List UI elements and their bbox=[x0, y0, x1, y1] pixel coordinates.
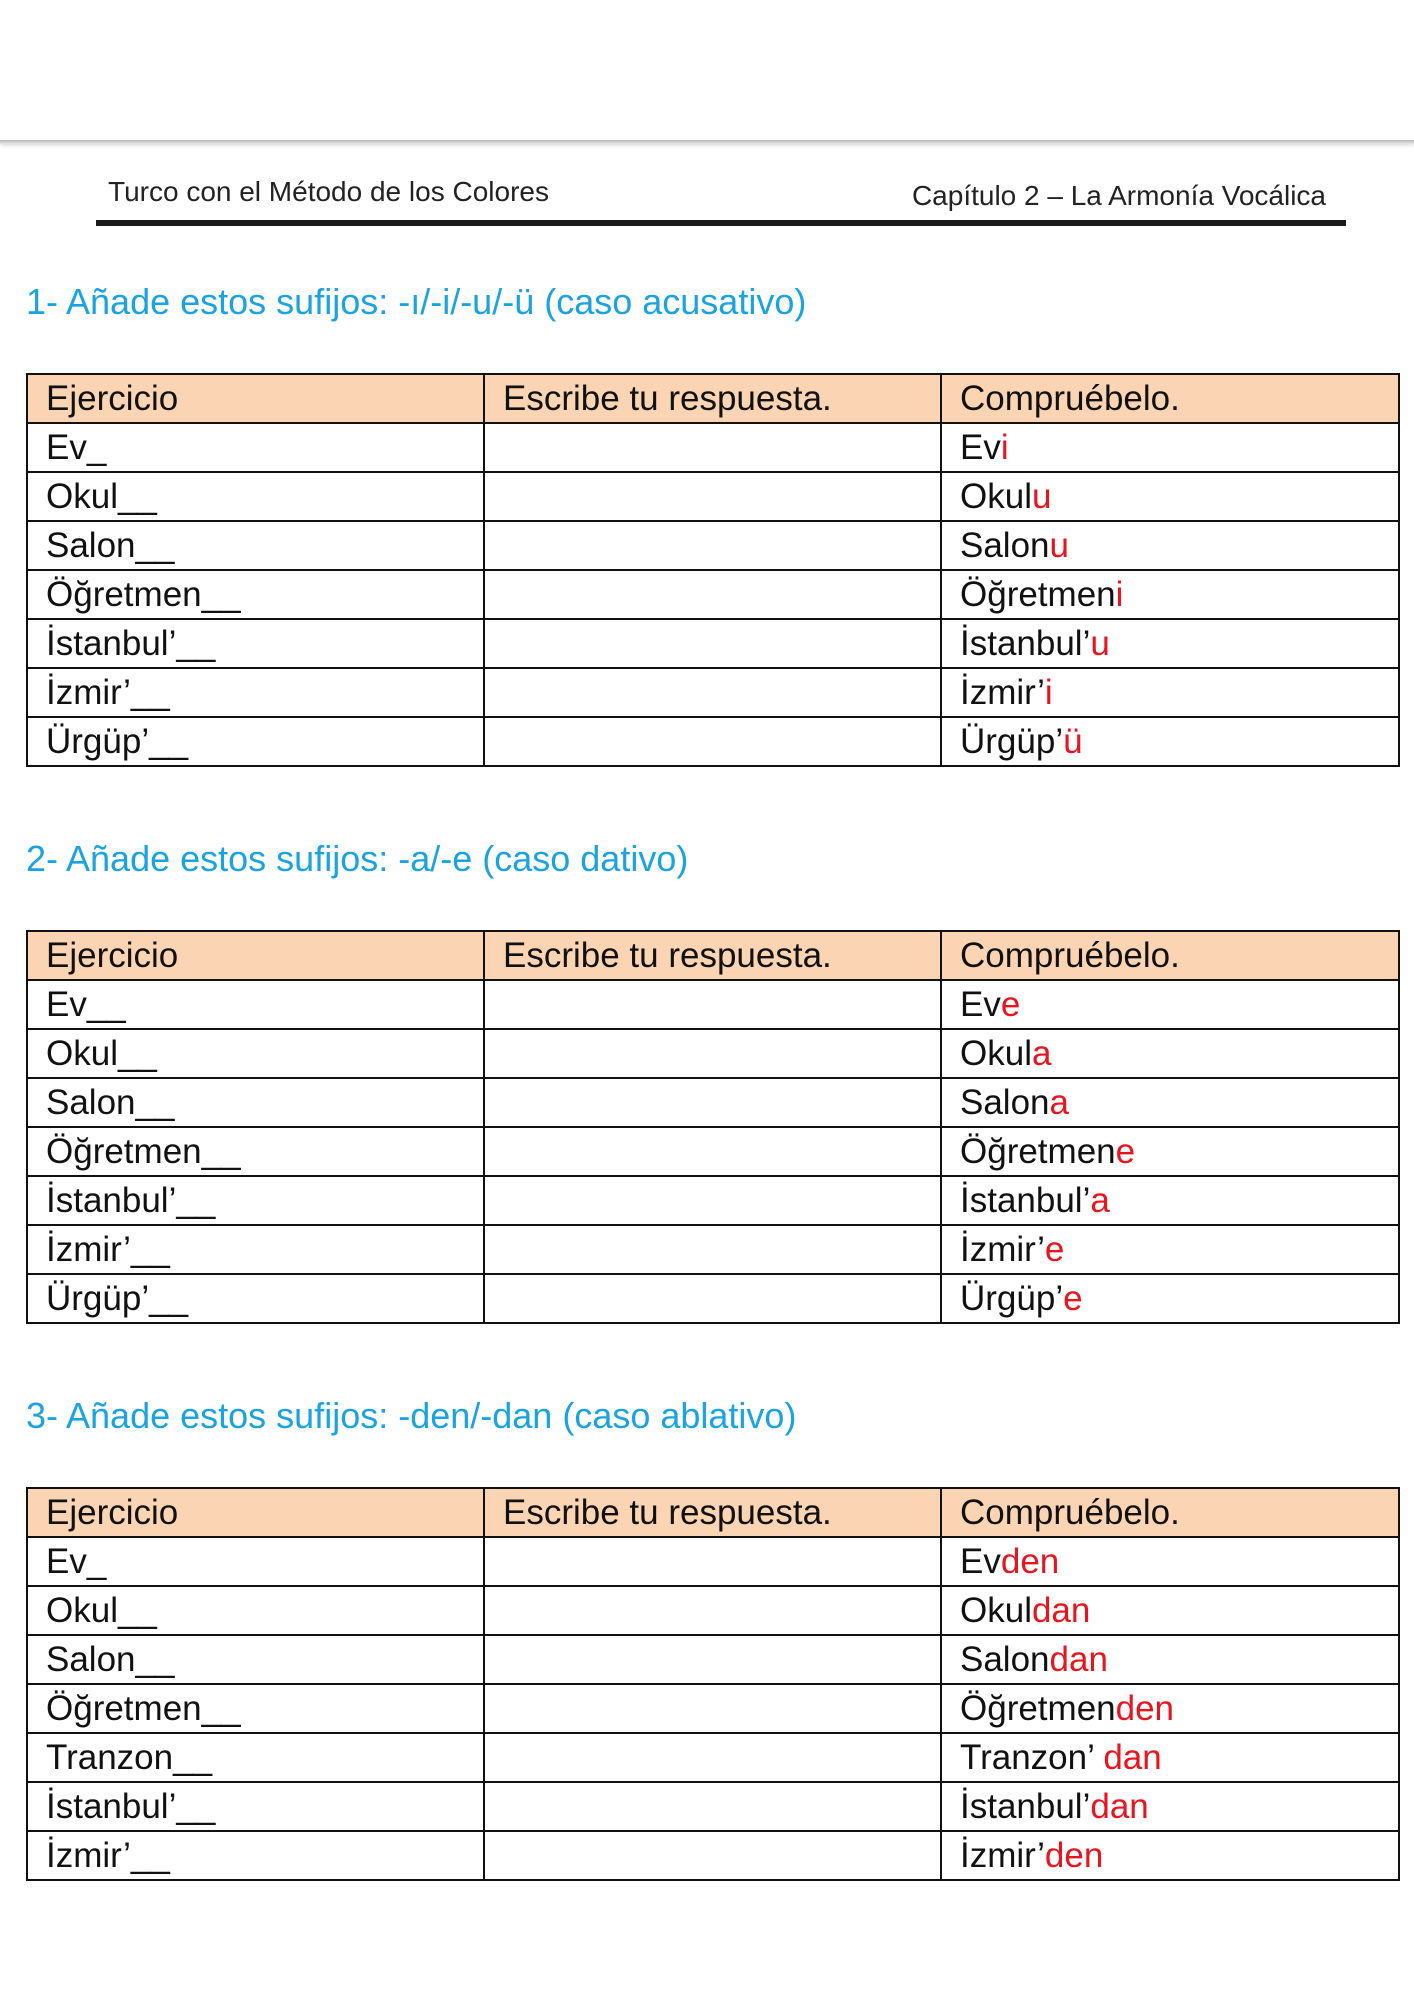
answer-cell[interactable] bbox=[484, 1586, 941, 1635]
exercise-cell: Ev_ bbox=[27, 1537, 484, 1586]
check-suffix: i bbox=[1044, 672, 1053, 712]
exercise-cell: İzmir’__ bbox=[27, 1225, 484, 1274]
exercise-cell: Öğretmen__ bbox=[27, 570, 484, 619]
check-cell bbox=[941, 1635, 1399, 1684]
check-cell bbox=[941, 472, 1399, 521]
exercise-cell: Ev_ bbox=[27, 423, 484, 472]
answer-cell[interactable] bbox=[484, 521, 941, 570]
table-row bbox=[27, 1225, 1399, 1274]
exercise-table-1 bbox=[26, 373, 1400, 767]
table-row bbox=[27, 1537, 1399, 1586]
check-base: Ev bbox=[960, 984, 1001, 1024]
answer-cell[interactable] bbox=[484, 1537, 941, 1586]
answer-cell[interactable] bbox=[484, 570, 941, 619]
table-row bbox=[27, 1684, 1399, 1733]
check-cell bbox=[941, 1078, 1399, 1127]
exercise-cell: Ürgüp’__ bbox=[27, 1274, 484, 1323]
table-row bbox=[27, 1029, 1399, 1078]
check-base: Öğretmen bbox=[960, 574, 1116, 614]
exercise-cell: Ev__ bbox=[27, 980, 484, 1029]
check-cell bbox=[941, 1274, 1399, 1323]
answer-cell[interactable] bbox=[484, 1225, 941, 1274]
column-header-exercise: Ejercicio bbox=[27, 374, 484, 423]
check-cell bbox=[941, 1831, 1399, 1880]
table-row bbox=[27, 619, 1399, 668]
answer-cell[interactable] bbox=[484, 980, 941, 1029]
table-header-row bbox=[27, 931, 1399, 980]
check-cell bbox=[941, 1029, 1399, 1078]
table-row bbox=[27, 717, 1399, 766]
section-3-title: 3- Añade estos sufijos: -den/-dan (caso ablativo) bbox=[26, 1395, 797, 1436]
check-suffix: e bbox=[1063, 1278, 1083, 1318]
answer-cell[interactable] bbox=[484, 1684, 941, 1733]
exercise-cell: İstanbul’__ bbox=[27, 619, 484, 668]
check-base: İzmir’ bbox=[960, 1835, 1045, 1875]
check-cell bbox=[941, 668, 1399, 717]
exercise-cell: İzmir’__ bbox=[27, 668, 484, 717]
check-cell bbox=[941, 423, 1399, 472]
table-row bbox=[27, 980, 1399, 1029]
exercise-cell: Salon__ bbox=[27, 521, 484, 570]
check-cell bbox=[941, 1225, 1399, 1274]
answer-cell[interactable] bbox=[484, 1078, 941, 1127]
check-base: Salon bbox=[960, 525, 1050, 565]
table-row bbox=[27, 1078, 1399, 1127]
answer-cell[interactable] bbox=[484, 1127, 941, 1176]
table-row bbox=[27, 423, 1399, 472]
book-title: Turco con el Método de los Colores bbox=[108, 176, 549, 207]
check-suffix: u bbox=[1090, 623, 1110, 663]
top-band bbox=[0, 0, 1414, 140]
answer-cell[interactable] bbox=[484, 1274, 941, 1323]
check-base: İzmir’ bbox=[960, 1229, 1045, 1269]
column-header-exercise: Ejercicio bbox=[27, 1488, 484, 1537]
answer-cell[interactable] bbox=[484, 717, 941, 766]
check-base: Öğretmen bbox=[960, 1688, 1116, 1728]
exercise-cell: Okul__ bbox=[27, 472, 484, 521]
check-suffix: dan bbox=[1090, 1786, 1149, 1826]
check-cell bbox=[941, 1537, 1399, 1586]
exercise-cell: Ürgüp’__ bbox=[27, 717, 484, 766]
check-cell bbox=[941, 1127, 1399, 1176]
check-suffix: e bbox=[1115, 1131, 1136, 1171]
check-cell bbox=[941, 1684, 1399, 1733]
check-suffix: den bbox=[1044, 1835, 1104, 1875]
check-base: Okul bbox=[960, 1590, 1032, 1630]
answer-cell[interactable] bbox=[484, 1831, 941, 1880]
table-row bbox=[27, 668, 1399, 717]
answer-cell[interactable] bbox=[484, 1635, 941, 1684]
check-suffix: i bbox=[1115, 574, 1124, 614]
answer-cell[interactable] bbox=[484, 472, 941, 521]
check-suffix: dan bbox=[1103, 1737, 1162, 1777]
check-cell bbox=[941, 1733, 1399, 1782]
exercise-table-3 bbox=[26, 1487, 1400, 1881]
check-base: Ürgüp’ bbox=[960, 721, 1064, 761]
page-header bbox=[96, 170, 1346, 220]
check-cell bbox=[941, 980, 1399, 1029]
column-header-check: Compruébelo. bbox=[941, 931, 1399, 980]
check-cell bbox=[941, 619, 1399, 668]
section-1-title: 1- Añade estos sufijos: -ı/-i/-u/-ü (caso acusativo) bbox=[26, 281, 807, 322]
check-suffix: a bbox=[1049, 1082, 1069, 1122]
exercise-cell: Tranzon__ bbox=[27, 1733, 484, 1782]
answer-cell[interactable] bbox=[484, 668, 941, 717]
exercise-cell: İzmir’__ bbox=[27, 1831, 484, 1880]
exercise-cell: Okul__ bbox=[27, 1586, 484, 1635]
check-cell bbox=[941, 1782, 1399, 1831]
column-header-answer: Escribe tu respuesta. bbox=[484, 374, 941, 423]
check-suffix: e bbox=[1000, 984, 1021, 1024]
check-base: İstanbul’ bbox=[960, 1786, 1091, 1826]
answer-cell[interactable] bbox=[484, 1782, 941, 1831]
check-base: İstanbul’ bbox=[960, 623, 1091, 663]
column-header-exercise: Ejercicio bbox=[27, 931, 484, 980]
check-suffix: ü bbox=[1063, 721, 1083, 761]
check-base: Tranzon’ bbox=[960, 1737, 1104, 1777]
answer-cell[interactable] bbox=[484, 619, 941, 668]
check-base: Öğretmen bbox=[960, 1131, 1116, 1171]
table-row bbox=[27, 1176, 1399, 1225]
table-row bbox=[27, 472, 1399, 521]
table-row bbox=[27, 1274, 1399, 1323]
table-row bbox=[27, 570, 1399, 619]
exercise-cell: Salon__ bbox=[27, 1635, 484, 1684]
check-suffix: u bbox=[1031, 476, 1052, 516]
check-suffix: dan bbox=[1049, 1639, 1108, 1679]
exercise-table-2 bbox=[26, 930, 1400, 1324]
exercise-cell: İstanbul’__ bbox=[27, 1176, 484, 1225]
answer-cell[interactable] bbox=[484, 1733, 941, 1782]
check-suffix: den bbox=[1000, 1541, 1060, 1581]
answer-cell[interactable] bbox=[484, 423, 941, 472]
table-row bbox=[27, 1733, 1399, 1782]
column-header-answer: Escribe tu respuesta. bbox=[484, 1488, 941, 1537]
check-cell bbox=[941, 521, 1399, 570]
table-row bbox=[27, 1635, 1399, 1684]
check-base: Ev bbox=[960, 1541, 1001, 1581]
check-base: Salon bbox=[960, 1082, 1050, 1122]
table-row bbox=[27, 1831, 1399, 1880]
column-header-check: Compruébelo. bbox=[941, 374, 1399, 423]
check-base: Okul bbox=[960, 476, 1032, 516]
check-suffix: u bbox=[1049, 525, 1069, 565]
exercise-cell: Salon__ bbox=[27, 1078, 484, 1127]
check-cell bbox=[941, 1586, 1399, 1635]
check-base: Okul bbox=[960, 1033, 1032, 1073]
check-cell bbox=[941, 1176, 1399, 1225]
check-suffix: a bbox=[1031, 1033, 1052, 1073]
table-row bbox=[27, 1586, 1399, 1635]
check-suffix: a bbox=[1090, 1180, 1110, 1220]
answer-cell[interactable] bbox=[484, 1029, 941, 1078]
check-cell bbox=[941, 570, 1399, 619]
section-2-title: 2- Añade estos sufijos: -a/-e (caso dativo) bbox=[26, 838, 689, 879]
check-base: Ev bbox=[960, 427, 1001, 467]
table-row bbox=[27, 521, 1399, 570]
exercise-cell: Öğretmen__ bbox=[27, 1127, 484, 1176]
check-base: İstanbul’ bbox=[960, 1180, 1091, 1220]
check-suffix: i bbox=[1000, 427, 1009, 467]
table-row bbox=[27, 1127, 1399, 1176]
exercise-cell: Okul__ bbox=[27, 1029, 484, 1078]
table-header-row bbox=[27, 1488, 1399, 1537]
check-base: Salon bbox=[960, 1639, 1050, 1679]
column-header-check: Compruébelo. bbox=[941, 1488, 1399, 1537]
column-header-answer: Escribe tu respuesta. bbox=[484, 931, 941, 980]
check-suffix: dan bbox=[1031, 1590, 1091, 1630]
check-suffix: den bbox=[1115, 1688, 1175, 1728]
answer-cell[interactable] bbox=[484, 1176, 941, 1225]
check-base: İzmir’ bbox=[960, 672, 1045, 712]
header-rule bbox=[96, 220, 1346, 226]
table-row bbox=[27, 1782, 1399, 1831]
check-base: Ürgüp’ bbox=[960, 1278, 1064, 1318]
table-header-row bbox=[27, 374, 1399, 423]
top-band-divider bbox=[0, 140, 1414, 144]
exercise-cell: Öğretmen__ bbox=[27, 1684, 484, 1733]
chapter-title: Capítulo 2 – La Armonía Vocálica bbox=[911, 180, 1326, 211]
check-cell bbox=[941, 717, 1399, 766]
exercise-cell: İstanbul’__ bbox=[27, 1782, 484, 1831]
check-suffix: e bbox=[1044, 1229, 1065, 1269]
